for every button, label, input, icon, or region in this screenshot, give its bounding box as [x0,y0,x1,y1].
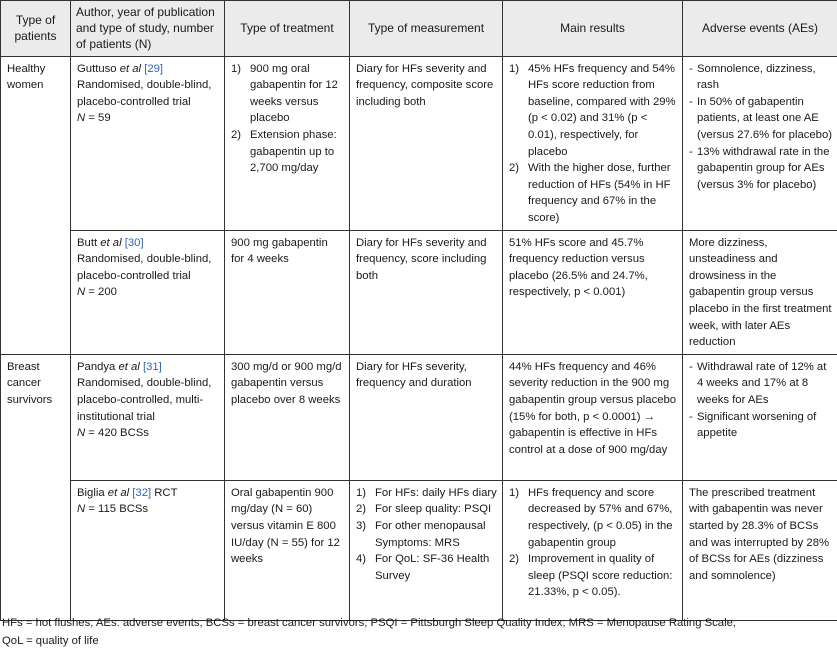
list-item: - Significant worsening of appetite [689,410,817,440]
results-cell [503,480,683,620]
n-value: = 420 BCSs [85,427,149,440]
list-item: - Withdrawal rate of 12% at 4 weeks and 17% at 8 weeks for AEs [689,360,827,406]
list-item: 1) 900 mg oral gabapentin for 12 weeks versus placebo [231,62,338,125]
adverse-cell [683,354,837,480]
measurement-cell [350,480,503,620]
n-value: = 200 [85,286,117,299]
reference-link[interactable]: [31] [142,360,162,373]
treatment-cell [225,56,350,230]
results-cell: 51% HFs score and 45.7% frequency reduction versus placebo (26.5% and 24.7%, respectively, p < 0.001) [503,230,683,354]
header-author: Author, year of publication and type of study, number of patients (N) [71,1,225,57]
list-item: - In 50% of gabapentin patients, at least one AE (versus 27.6% for placebo) [689,95,832,141]
treatment-cell: 300 mg/d or 900 mg/d gabapentin versus placebo over 8 weeks [225,354,350,480]
list-item: 2) For sleep quality: PSQI [356,503,492,516]
header-measurement: Type of measurement [350,1,503,57]
adverse-cell: The prescribed treatment with gabapentin was never started by 28.3% of BCSs and was interrupted by 28% of BCSs for AEs (dizziness and somnolence) [683,480,837,620]
list-item: 1) For HFs: daily HFs diary [356,486,497,499]
list-item: - 13% withdrawal rate in the gabapentin group for AEs (versus 3% for placebo) [689,145,830,191]
table-footnote [0,614,837,650]
table-row [1,56,837,230]
header-adverse: Adverse events (AEs) [683,1,837,57]
study-design: Randomised, double-blind, placebo-controlled trial [77,79,212,108]
author-cell [71,230,225,354]
table-row [1,230,837,354]
author-cell [71,480,225,620]
author-etal: et al [119,62,142,75]
measurement-cell: Diary for HFs severity, frequency and duration [350,354,503,480]
patient-group-breast: Breast cancer survivors [1,354,71,620]
results-cell: 44% HFs frequency and 46% severity reduction in the 900 mg gabapentin group versus placebo (15% for both, p < 0.0001) → gabapentin is effective in HFs control at a dose of 900 mg/day [503,354,683,480]
treatment-cell: Oral gabapentin 900 mg/day (N = 60) versus vitamin E 800 IU/day (N = 55) for 12 weeks [225,480,350,620]
reference-link[interactable]: [29] [144,62,164,75]
list-item: 2) Extension phase: gabapentin up to 2,700 mg/day [231,128,337,175]
study-design: Randomised, double-blind, placebo-controlled trial [77,253,212,282]
n-label: N [77,112,86,125]
n-value: = 115 BCSs [85,503,149,516]
n-label: N [77,286,86,299]
header-results: Main results [503,1,683,57]
table-row [1,480,837,620]
author-etal: et al [118,360,140,373]
author-name: Pandya [77,360,119,373]
list-item: - Somnolence, dizziness, rash [689,62,816,92]
treatment-cell: 900 mg gabapentin for 4 weeks [225,230,350,354]
author-cell [71,56,225,230]
reference-link[interactable]: [32] [132,486,152,499]
adverse-cell: More dizziness, unsteadiness and drowsiness in the gabapentin group versus placebo in the first treatment week, with later AEs reduction [683,230,837,354]
header-row [1,1,837,57]
list-item: 1) 45% HFs frequency and 54% HFs score reduction from baseline, compared with 29% (p < 0.02) and 31% (p < 0.01), respectively, for placebo [509,62,676,158]
adverse-cell [683,56,837,230]
study-design: Randomised, double-blind, placebo-controlled, multi-institutional trial [77,377,212,423]
table-row [1,354,837,480]
list-item: 4) For QoL: SF-36 Health Survey [356,553,490,582]
header-patients: Type of patients [1,1,71,57]
results-cell [503,56,683,230]
reference-link[interactable]: [30] [124,236,144,249]
list-item: 1) HFs frequency and score decreased by 57% and 67%, respectively, (p < 0.05) in the gabapentin group [509,486,673,549]
measurement-cell: Diary for HFs severity and frequency, composite score including both [350,56,503,230]
author-etal: et al [100,236,122,249]
author-name: Guttuso [77,62,120,75]
study-design: RCT [154,486,178,499]
footnote-line: QoL = quality of life [2,635,99,647]
author-cell [71,354,225,480]
list-item: 2) With the higher dose, further reduction of HFs (54% in HF frequency and 67% in the score) [509,162,671,224]
header-treatment: Type of treatment [225,1,350,57]
author-name: Biglia [77,486,108,499]
n-label: N [77,503,86,516]
list-item: 3) For other menopausal Symptoms: MRS [356,519,486,549]
n-label: N [77,427,86,440]
patient-group-healthy: Healthy women [1,56,71,354]
measurement-cell: Diary for HFs severity and frequency, score including both [350,230,503,354]
author-etal: et al [107,486,130,499]
author-name: Butt [77,236,101,249]
footnote-line: HFs = hot flushes; AEs: adverse events; BCSs = breast cancer survivors; PSQI = Pittsburgh Sleep Quality Index; MRS = Menopause Rating Scale; [2,617,737,629]
n-value: = 59 [85,112,111,125]
list-item: 2) Improvement in quality of sleep (PSQI score reduction: 21.33%, p < 0.05). [509,553,673,599]
